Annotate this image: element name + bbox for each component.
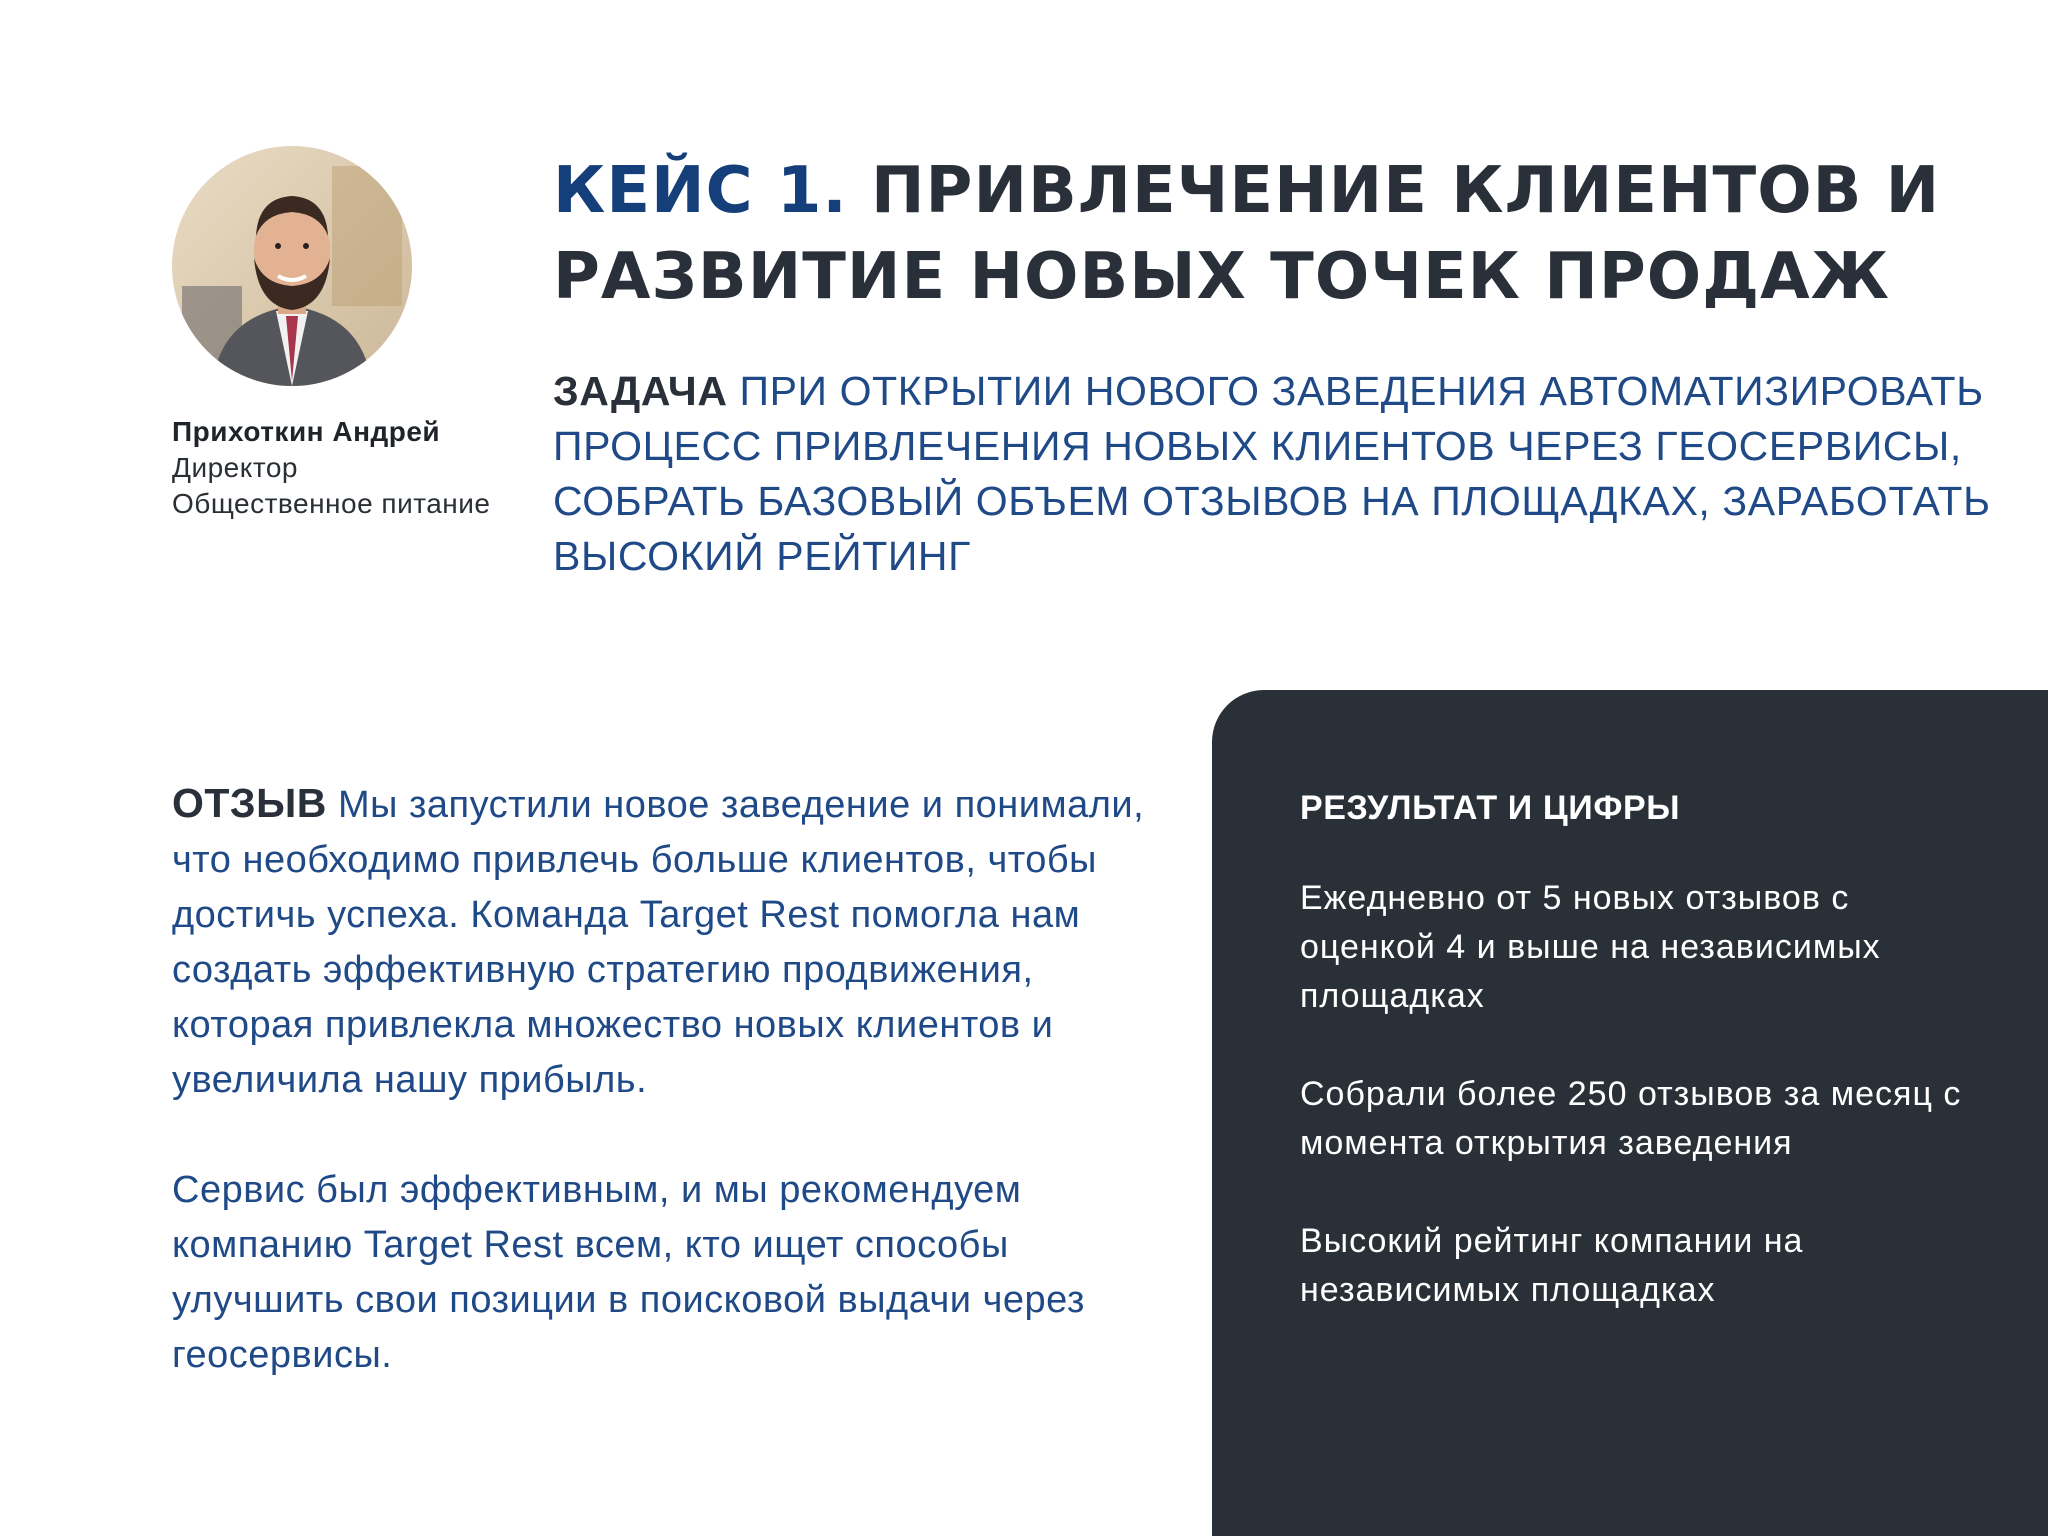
- result-item: Ежедневно от 5 новых отзывов с оценкой 4 и выше на независимых площадках: [1300, 879, 1881, 1015]
- review-paragraph-1: [172, 776, 1162, 1108]
- review-text-2: Сервис был эффективным, и мы рекомендуем компанию Target Rest всем, кто ищет способы улучшить свои позиции в поисковой выдачи через геосервисы.: [172, 1169, 1085, 1376]
- results-panel: [1212, 690, 2048, 1536]
- result-item: Высокий рейтинг компании на независимых площадках: [1300, 1222, 1804, 1309]
- case-title-text: ПРИВЛЕЧЕНИЕ КЛИЕНТОВ И РАЗВИТИЕ НОВЫХ ТОЧЕК ПРОДАЖ: [553, 154, 1941, 314]
- person-position: Директор: [172, 452, 298, 483]
- person-photo: [172, 146, 412, 386]
- task-text: ПРИ ОТКРЫТИИ НОВОГО ЗАВЕДЕНИЯ АВТОМАТИЗИРОВАТЬ ПРОЦЕСС ПРИВЛЕЧЕНИЯ НОВЫХ КЛИЕНТОВ ЧЕРЕЗ ГЕОСЕРВИСЫ, СОБРАТЬ БАЗОВЫЙ ОБЪЕМ ОТЗЫВОВ НА ПЛОЩАДКАХ, ЗАРАБОТАТЬ ВЫСОКИЙ РЕЙТИНГ: [553, 368, 1991, 579]
- case-title: [553, 148, 1993, 320]
- person-info: [172, 414, 532, 522]
- task-block: [553, 364, 1993, 584]
- person-photo-image: [172, 146, 412, 386]
- results-title: РЕЗУЛЬТАТ И ЦИФРЫ: [1300, 789, 1681, 827]
- review-label: ОТЗЫВ: [172, 780, 327, 826]
- results-list: [1300, 874, 1980, 1364]
- review-paragraph-2: [172, 1163, 1162, 1383]
- task-label: ЗАДАЧА: [553, 368, 728, 414]
- result-item: Собрали более 250 отзывов за месяц с момента открытия заведения: [1300, 1075, 1962, 1162]
- person-industry: Общественное питание: [172, 488, 491, 519]
- person-name: Прихоткин Андрей: [172, 416, 441, 447]
- review-text-1: Мы запустили новое заведение и понимали, что необходимо привлечь больше клиентов, чтобы достичь успеха. Команда Target Rest помогла нам создать эффективную стратегию продвижения, которая привлекла множество новых клиентов и увеличила нашу прибыль.: [172, 784, 1145, 1101]
- case-number: КЕЙС 1.: [553, 154, 848, 228]
- review-block: [172, 776, 1162, 1383]
